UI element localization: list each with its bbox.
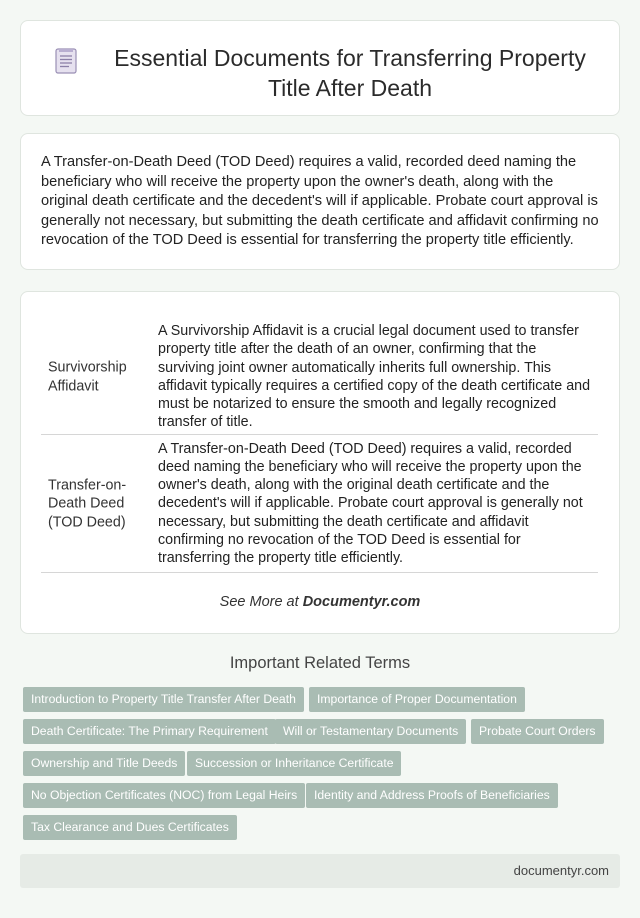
definitions-table (20, 291, 620, 634)
term-cell: Transfer-on-Death Deed (TOD Deed) (48, 476, 127, 530)
document-icon (55, 48, 77, 74)
see-more-link[interactable]: Documentyr.com (302, 594, 421, 610)
related-terms-heading: Important Related Terms (229, 654, 411, 672)
related-term-tag[interactable]: No Objection Certificates (NOC) from Legal Heirs (23, 783, 305, 808)
page-title: Essential Documents for Transferring Property Title After Death (114, 45, 586, 101)
related-term-tag[interactable]: Death Certificate: The Primary Requirement (23, 719, 276, 744)
related-term-tag[interactable]: Will or Testamentary Documents (275, 719, 466, 744)
description-cell: A Transfer-on-Death Deed (TOD Deed) requires a valid, recorded deed naming the beneficiary who will receive the property upon the owner's death, along with the original death certificate and the decedent's will if applicable. Probate court approval is generally not necessary, but submitting the death certificate and affidavit confirming no revocation of the TOD Deed is essential for transferring the property title efficiently. (158, 440, 583, 567)
related-term-tag[interactable]: Importance of Proper Documentation (309, 687, 525, 712)
see-more-line (21, 594, 619, 610)
intro-card (20, 133, 620, 270)
table-row (41, 435, 598, 573)
related-term-tag[interactable]: Tax Clearance and Dues Certificates (23, 815, 237, 840)
term-cell: Survivorship Affidavit (48, 359, 127, 394)
description-cell: A Survivorship Affidavit is a crucial legal document used to transfer property title after the death of an owner, confirming that the surviving joint owner automatically inherits full ownership. This affidavit typically requires a certified copy of the death certificate and must be notarized to ensure the smooth and legally recognized transfer of title. (158, 323, 591, 431)
title-card (20, 20, 620, 116)
footer (20, 854, 620, 888)
related-term-tag[interactable]: Identity and Address Proofs of Beneficiaries (306, 783, 558, 808)
footer-site[interactable]: documentyr.com (513, 863, 609, 878)
related-term-tag[interactable]: Ownership and Title Deeds (23, 751, 185, 776)
see-more-prefix: See More at (219, 594, 299, 610)
related-term-tag[interactable]: Probate Court Orders (471, 719, 604, 744)
related-term-tag[interactable]: Introduction to Property Title Transfer After Death (23, 687, 304, 712)
table-row (41, 320, 598, 435)
intro-text: A Transfer-on-Death Deed (TOD Deed) requires a valid, recorded deed naming the beneficiary who will receive the property upon the owner's death, along with the original death certificate and the decedent's will if applicable. Probate court approval is generally not necessary, but submitting the death certificate and affidavit confirming no revocation of the TOD Deed is essential for transferring the property title efficiently. (41, 154, 599, 248)
related-term-tag[interactable]: Succession or Inheritance Certificate (187, 751, 401, 776)
